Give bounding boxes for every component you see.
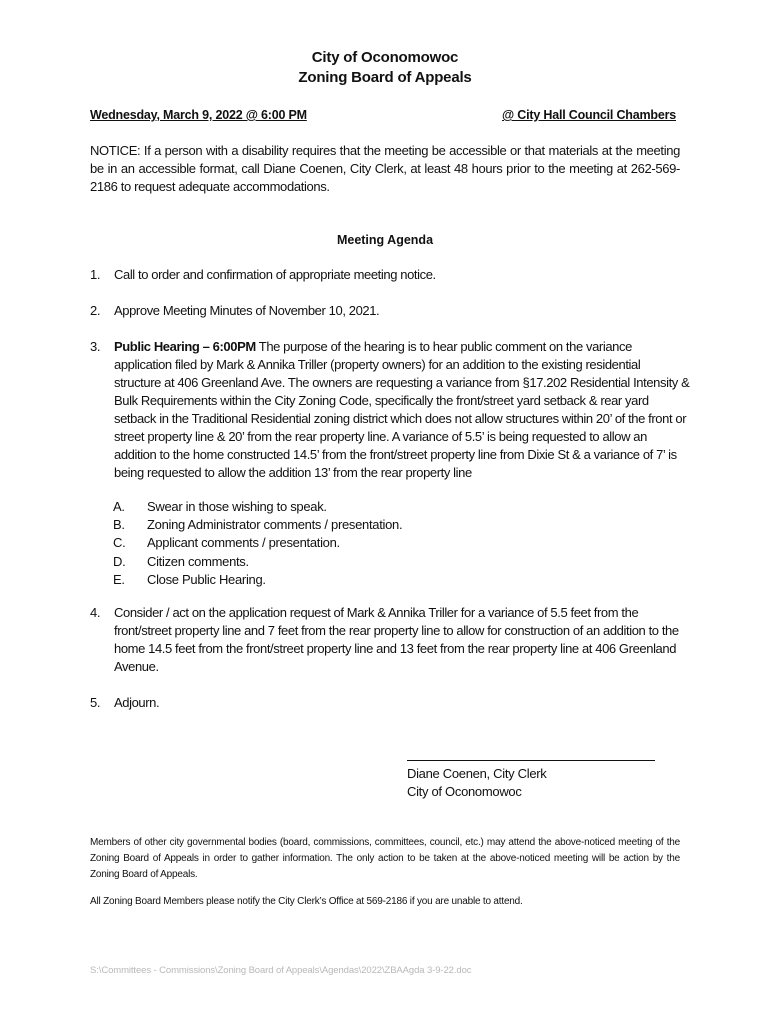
members-notice: Members of other city governmental bodies (board, commissions, committees, council, etc.) may attend the above-noticed meeting of the Zoning Board of Appeals in order to gather information. The only action to be taken at the above-noticed meeting will be action by the Zoning Board of Appeals. <box>90 837 680 880</box>
step-letter: E. <box>113 571 125 587</box>
meeting-date: Wednesday, March 9, 2022 @ 6:00 PM <box>90 108 307 122</box>
attendance-notice: All Zoning Board Members please notify the City Clerk’s Office at 569-2186 if you are unable to attend. <box>90 896 523 907</box>
step-text: Swear in those wishing to speak. <box>147 499 327 514</box>
step-letter: A. <box>113 499 125 514</box>
public-hearing-description: The purpose of the hearing is to hear public comment on the variance application filed by Mark & Annika Triller (property owners) for an addition to the existing residential structure at 406 Greenland Ave. The owners are requesting a variance from §17.202 Residential Intensity & Bulk Requirements within the City Zoning Code, specifically the front/street yard setback & rear yard setback in the Traditional Residential zoning district which does not allow structures within 20’ of the front or street property line & 20’ from the rear property line. A variance of 5.5’ is being requested to allow an addition to the home constructed 14.5’ from the front/street property line from Dixie St & a variance of 7’ is being requested to allow the addition 13’ from the rear property line <box>114 339 690 480</box>
step-letter: B. <box>113 517 125 533</box>
agenda-item-number: 4. <box>90 605 101 620</box>
agenda-item-text: Call to order and confirmation of appropriate meeting notice. <box>114 267 436 282</box>
agenda-item-body <box>114 338 690 482</box>
agenda-item-number: 5. <box>90 695 101 710</box>
agenda-item-4 <box>90 604 690 676</box>
agenda-item-text: Approve Meeting Minutes of November 10, 2021. <box>114 303 380 318</box>
agenda-item-number: 3. <box>90 339 101 354</box>
signature-line <box>407 760 655 761</box>
signatory-organization: City of Oconomowoc <box>407 784 522 799</box>
step-text: Applicant comments / presentation. <box>147 535 340 551</box>
step-text: Close Public Hearing. <box>147 571 266 587</box>
signatory-name: Diane Coenen, City Clerk <box>407 766 547 781</box>
step-text: Zoning Administrator comments / presentation. <box>147 517 403 533</box>
board-title: Zoning Board of Appeals <box>298 69 472 86</box>
city-title: City of Oconomowoc <box>311 49 459 66</box>
public-hearing-lead: Public Hearing – 6:00PM <box>114 339 256 354</box>
file-path-footer: S:\Committees - Commissions\Zoning Board of Appeals\Agendas\2022\ZBAAgda 3-9-22.doc <box>90 965 472 976</box>
agenda-item-text: Consider / act on the application request of Mark & Annika Triller for a variance of 5.5 feet from the front/street property line and 7 feet from the rear property line to allow for construction of an addition to the home 14.5 feet from the front/street property line and 13 feet from the rear property line at 406 Greenland Avenue. <box>114 605 679 674</box>
step-letter: D. <box>113 553 126 569</box>
agenda-heading: Meeting Agenda <box>336 233 434 247</box>
agenda-item-3 <box>90 338 690 482</box>
agenda-item-1 <box>90 266 690 284</box>
agenda-item-number: 1. <box>90 267 101 282</box>
agenda-item-text: Adjourn. <box>114 695 160 710</box>
meeting-location: @ City Hall Council Chambers <box>502 108 676 122</box>
accessibility-notice: NOTICE: If a person with a disability requires that the meeting be accessible or that materials at the meeting be in an accessible format, call Diane Coenen, City Clerk, at least 48 hours prior to the meeting at 262-569-2186 to request adequate accommodations. <box>90 143 680 194</box>
step-text: Citizen comments. <box>147 553 249 569</box>
step-letter: C. <box>113 535 126 551</box>
agenda-item-2 <box>90 302 690 320</box>
agenda-item-number: 2. <box>90 303 101 318</box>
agenda-item-5 <box>90 694 690 712</box>
